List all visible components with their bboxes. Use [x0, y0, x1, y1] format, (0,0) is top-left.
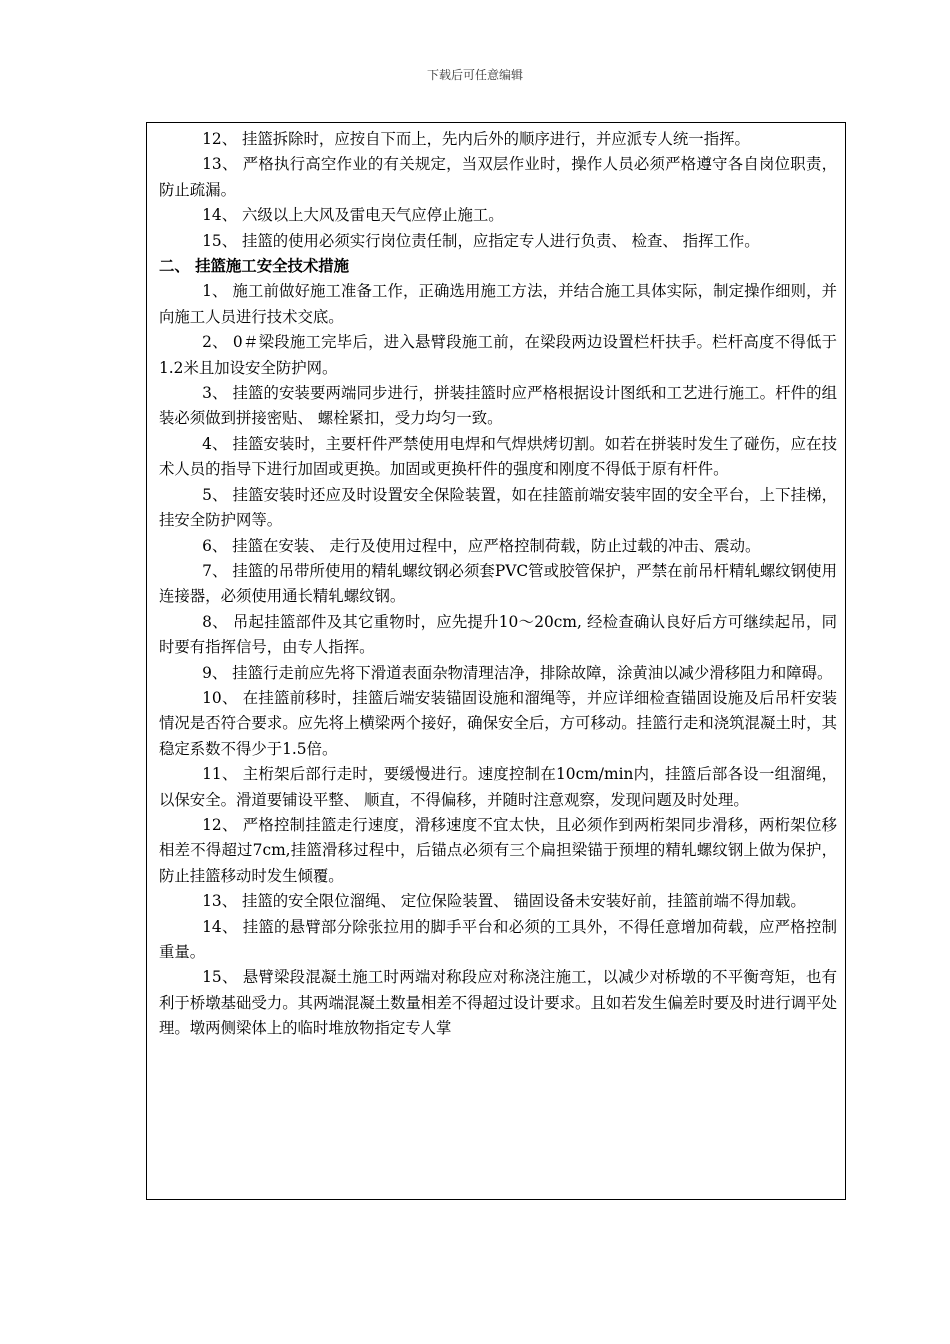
paragraph-item-9: 9、 挂篮行走前应先将下滑道表面杂物清理洁净，排除故障，涂黄油以减少滑移阻力和障碍。	[202, 663, 833, 682]
paragraph-item-14: 14、 六级以上大风及雷电天气应停止施工。	[202, 206, 504, 225]
paragraph-item-11: 11、 主桁架后部行走时，要缓慢进行。速度控制在10cm/min内，挂篮后部各设一组溜绳，以保安全。滑道要铺设平整、 顺直，不得偏移，并随时注意观察，发现问题及时处理。	[159, 765, 837, 809]
paragraph-item-12b: 12、 严格控制挂篮走行速度，滑移速度不宜太快，且必须作到两桁架同步滑移，两桁架位移相差不得超过7cm,挂篮滑移过程中，后锚点必须有三个扁担梁锚于预埋的精轧螺纹钢上做为保护，防止挂篮移动时发生倾覆。	[159, 815, 837, 885]
paragraph-item-2: 2、 0＃梁段施工完毕后，进入悬臂段施工前，在梁段两边设置栏杆扶手。栏杆高度不得低于1.2米且加设安全防护网。	[159, 333, 837, 377]
paragraph-item-4: 4、 挂篮安装时，主要杆件严禁使用电焊和气焊烘烤切割。如若在拼装时发生了碰伤，应在技术人员的指导下进行加固或更换。加固或更换杆件的强度和刚度不得低于原有杆件。	[159, 434, 837, 479]
paragraph-item-6: 6、 挂篮在安装、 走行及使用过程中，应严格控制荷载，防止过载的冲击、震动。	[202, 536, 761, 555]
paragraph-item-1: 1、 施工前做好施工准备工作，正确选用施工方法，并结合施工具体实际，制定操作细则，并向施工人员进行技术交底。	[159, 282, 837, 326]
paragraph-item-7: 7、 挂篮的吊带所使用的精轧螺纹钢必须套PVC管或胶管保护，严禁在前吊杆精轧螺纹钢使用连接器，必须使用通长精轧螺纹钢。	[159, 561, 837, 606]
paragraph-item-8: 8、 吊起挂篮部件及其它重物时，应先提升10～20cm, 经检查确认良好后方可继续起吊，同时要有指挥信号，由专人指挥。	[159, 612, 837, 657]
paragraph-item-15b: 15、 悬臂梁段混凝土施工时两端对称段应对称浇注施工，以减少对桥墩的不平衡弯矩，也有利于桥墩基础受力。其两端混凝土数量相差不得超过设计要求。且如若发生偏差时要及时进行调平处理。墩两侧梁体上的临时堆放物指定专人掌	[159, 968, 837, 1038]
paragraph-item-13: 13、 严格执行高空作业的有关规定，当双层作业时，操作人员必须严格遵守各自岗位职责，防止疏漏。	[159, 155, 837, 199]
paragraph-item-15: 15、 挂篮的使用必须实行岗位责任制，应指定专人进行负责、 检查、 指挥工作。	[202, 231, 760, 250]
paragraph-item-5: 5、 挂篮安装时还应及时设置安全保险装置，如在挂篮前端安装牢固的安全平台，上下挂梯，挂安全防护网等。	[159, 485, 837, 530]
document-table-cell	[146, 122, 846, 1200]
document-body	[147, 123, 845, 1042]
paragraph-item-10: 10、 在挂篮前移时，挂篮后端安装锚固设施和溜绳等，并应详细检查锚固设施及后吊杆安装情况是否符合要求。应先将上横梁两个接好，确保安全后，方可移动。挂篮行走和浇筑混凝土时，其稳定系数不得少于1.5倍。	[159, 688, 837, 758]
section-heading: 二、 挂篮施工安全技术措施	[159, 257, 350, 276]
paragraph-item-3: 3、 挂篮的安装要两端同步进行，拼装挂篮时应严格根据设计图纸和工艺进行施工。杆件的组装必须做到拼接密贴、 螺栓紧扣，受力均匀一致。	[159, 384, 837, 428]
page-watermark: 下载后可任意编辑	[426, 68, 523, 82]
paragraph-item-13b: 13、 挂篮的安全限位溜绳、 定位保险装置、 锚固设备未安装好前，挂篮前端不得加载。	[202, 892, 806, 911]
paragraph-item-14b: 14、 挂篮的悬臂部分除张拉用的脚手平台和必须的工具外，不得任意增加荷载，应严格控制重量。	[159, 917, 837, 961]
paragraph-item-12: 12、 挂篮拆除时，应按自下而上，先内后外的顺序进行，并应派专人统一指挥。	[202, 130, 750, 148]
